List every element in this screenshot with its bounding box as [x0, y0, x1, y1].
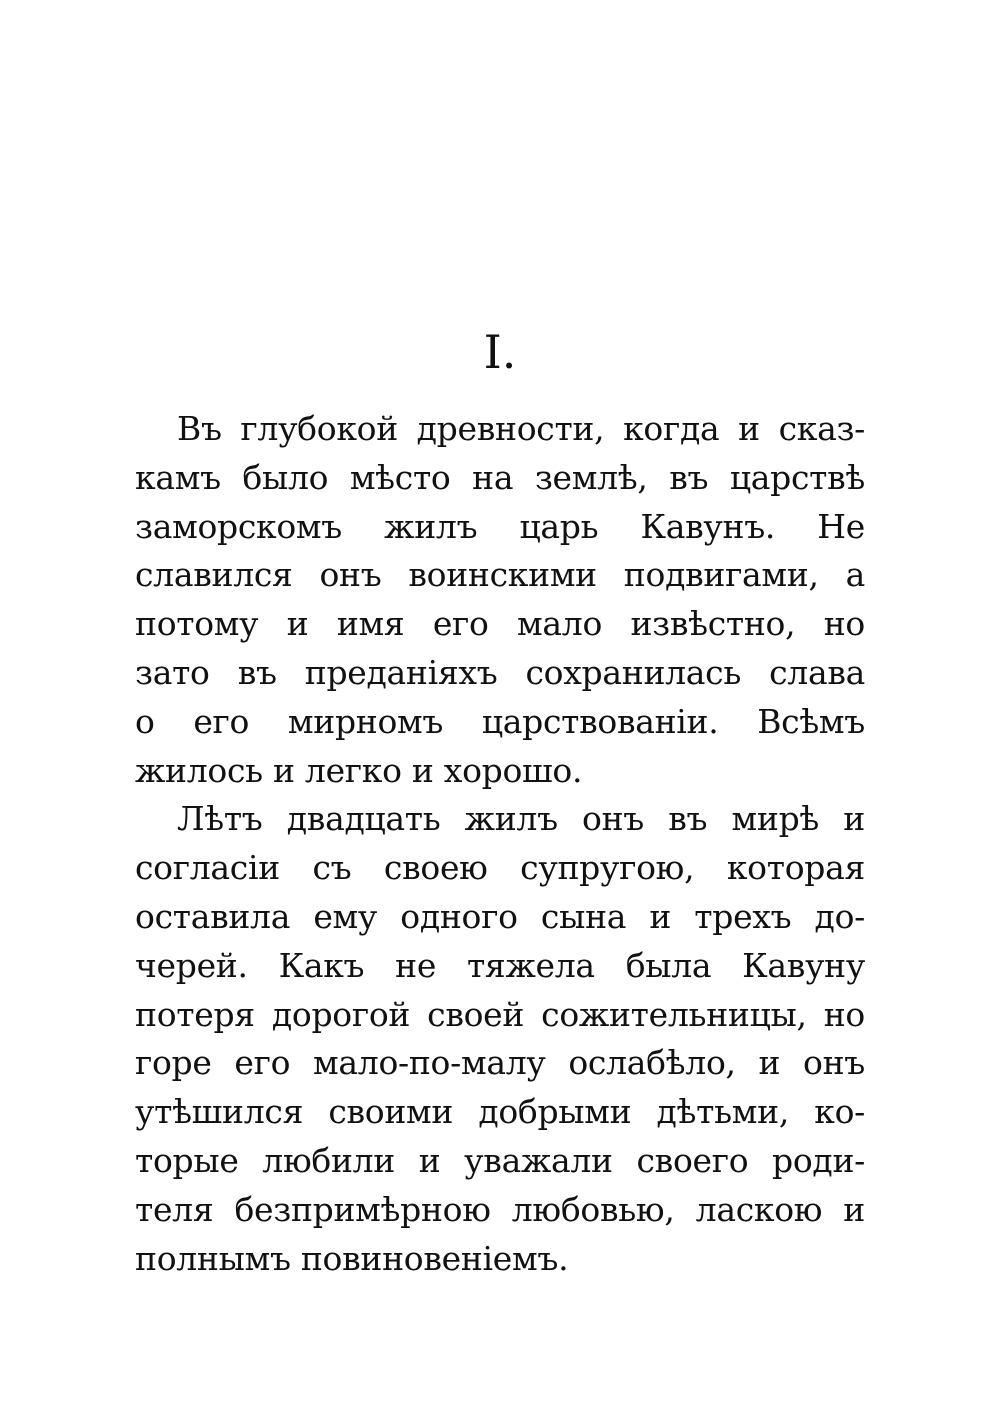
- paragraph-2-line: потеря дорогой своей сожительницы, но: [135, 994, 865, 1034]
- paragraph-1-line: жилось и легко и хорошо.: [135, 750, 583, 790]
- paragraph-2-line: полнымъ повиновеніемъ.: [135, 1238, 569, 1278]
- chapter-number: I.: [483, 325, 517, 379]
- paragraph-2-line: утѣшился своими добрыми дѣтьми, ко-: [135, 1092, 865, 1132]
- paragraph-1-line: Въ глубокой древности, когда и сказ-: [177, 409, 865, 448]
- paragraph-1-line: зато въ преданіяхъ сохранилась слава: [135, 652, 865, 692]
- paragraph-1-line: камъ было мѣсто на землѣ, въ царствѣ: [135, 457, 865, 497]
- paragraph-2-line: горе его мало-по-малу ослабѣло, и онъ: [135, 1043, 865, 1083]
- paragraph-2-line: теля безпримѣрною любовью, ласкою и: [135, 1189, 865, 1229]
- paragraph-1-line: славился онъ воинскими подвигами, а: [135, 555, 865, 595]
- paragraph-2-line: торые любили и уважали своего роди-: [135, 1140, 865, 1180]
- paragraph-1-line: о его мирномъ царствованіи. Всѣмъ: [135, 701, 865, 741]
- paragraph-2-line: оставила ему одного сына и трехъ до-: [135, 896, 865, 936]
- paragraph-2-line: черей. Какъ не тяжела была Кавуну: [135, 945, 865, 985]
- paragraph-1-line: заморскомъ жилъ царь Кавунъ. Не: [135, 506, 865, 546]
- paragraph-2-line: согласіи съ своею супругою, которая: [135, 848, 865, 888]
- paragraph-1-line: потому и имя его мало извѣстно, но: [135, 604, 865, 644]
- chapter-text: [135, 405, 865, 1283]
- paragraph-2-line: Лѣтъ двадцать жилъ онъ въ мирѣ и: [177, 799, 865, 839]
